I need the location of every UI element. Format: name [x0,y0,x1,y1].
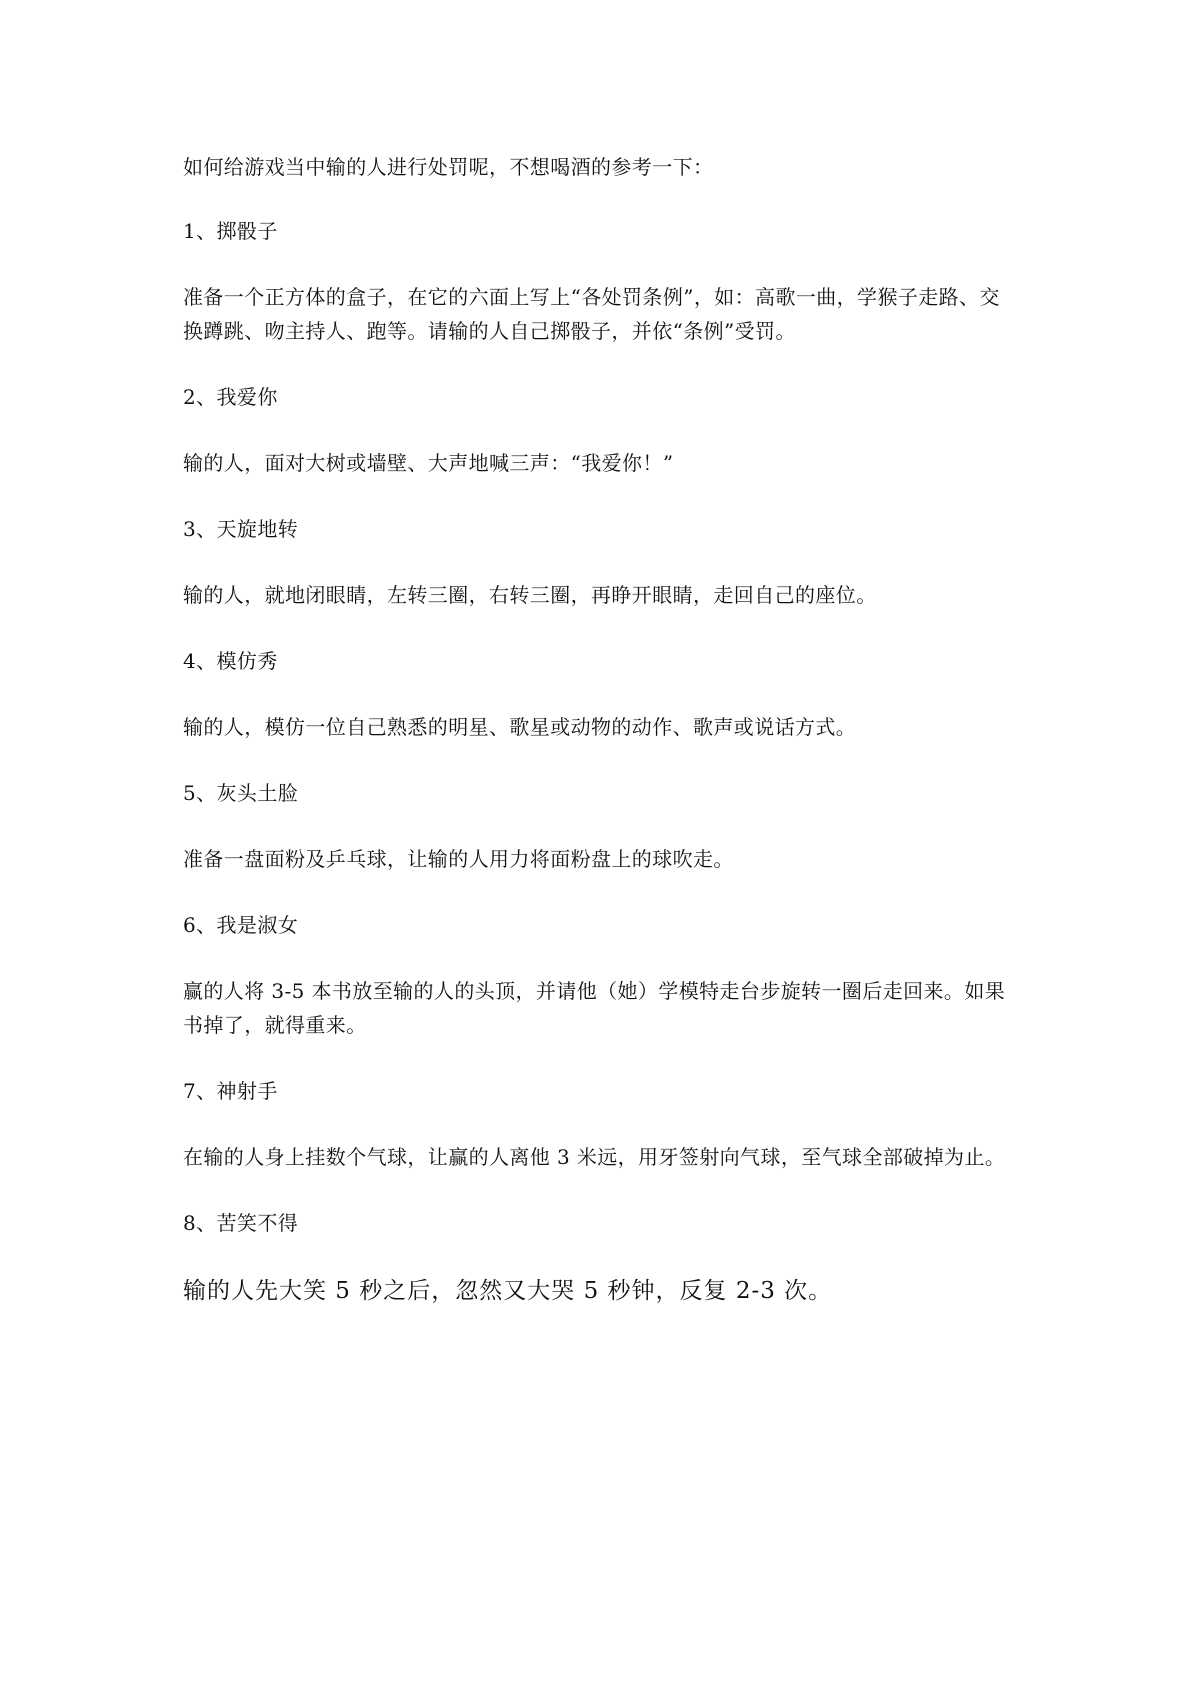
intro-text: 如何给游戏当中输的人进行处罚呢，不想喝酒的参考一下： [183,155,714,179]
item-body-line: 输的人先大笑 5 秒之后，忽然又大哭 5 秒钟，反复 2-3 次。 [183,1278,833,1304]
item-body-line: 输的人，就地闭眼睛，左转三圈，右转三圈，再睁开眼睛，走回自己的座位。 [183,583,877,607]
item-body-line: 输的人，模仿一位自己熟悉的明星、歌星或动物的动作、歌声或说话方式。 [183,715,857,739]
item-heading: 1、掷骰子 [183,219,278,243]
item-body-line: 在输的人身上挂数个气球，让赢的人离他 3 米远，用牙签射向气球，至气球全部破掉为止。 [183,1145,1006,1169]
item-heading: 7、神射手 [183,1079,278,1103]
item-body [183,1272,1038,1310]
list-item [183,644,1038,744]
item-body [183,842,1038,876]
item-heading: 4、模仿秀 [183,649,278,673]
item-body [183,1140,1038,1174]
item-body-line: 输的人，面对大树或墙壁、大声地喊三声：“我爱你！” [183,451,674,475]
item-body-line: 换蹲跳、吻主持人、跑等。请输的人自己掷骰子，并依“条例”受罚。 [183,319,796,343]
item-heading: 3、天旋地转 [183,517,299,541]
item-heading: 6、我是淑女 [183,913,299,937]
item-heading: 5、灰头土脸 [183,781,299,805]
item-body-line: 准备一盘面粉及乒乓球，让输的人用力将面粉盘上的球吹走。 [183,847,734,871]
list-item [183,380,1038,480]
item-heading: 2、我爱你 [183,385,278,409]
item-body-line: 准备一个正方体的盒子，在它的六面上写上“各处罚条例”，如：高歌一曲，学猴子走路、交 [183,285,1000,309]
item-body [183,710,1038,744]
document-content [183,150,1038,1342]
item-body-line: 书掉了，就得重来。 [183,1013,367,1037]
item-body [183,578,1038,612]
item-heading: 8、苦笑不得 [183,1211,299,1235]
item-body [183,974,1038,1042]
list-item [183,214,1038,348]
item-body [183,280,1038,348]
item-body-line: 赢的人将 3-5 本书放至输的人的头顶，并请他（她）学模特走台步旋转一圈后走回来。如果 [183,979,1006,1003]
list-item [183,1074,1038,1174]
list-item [183,1206,1038,1310]
list-item [183,512,1038,612]
item-body [183,446,1038,480]
list-item [183,908,1038,1042]
list-item [183,776,1038,876]
